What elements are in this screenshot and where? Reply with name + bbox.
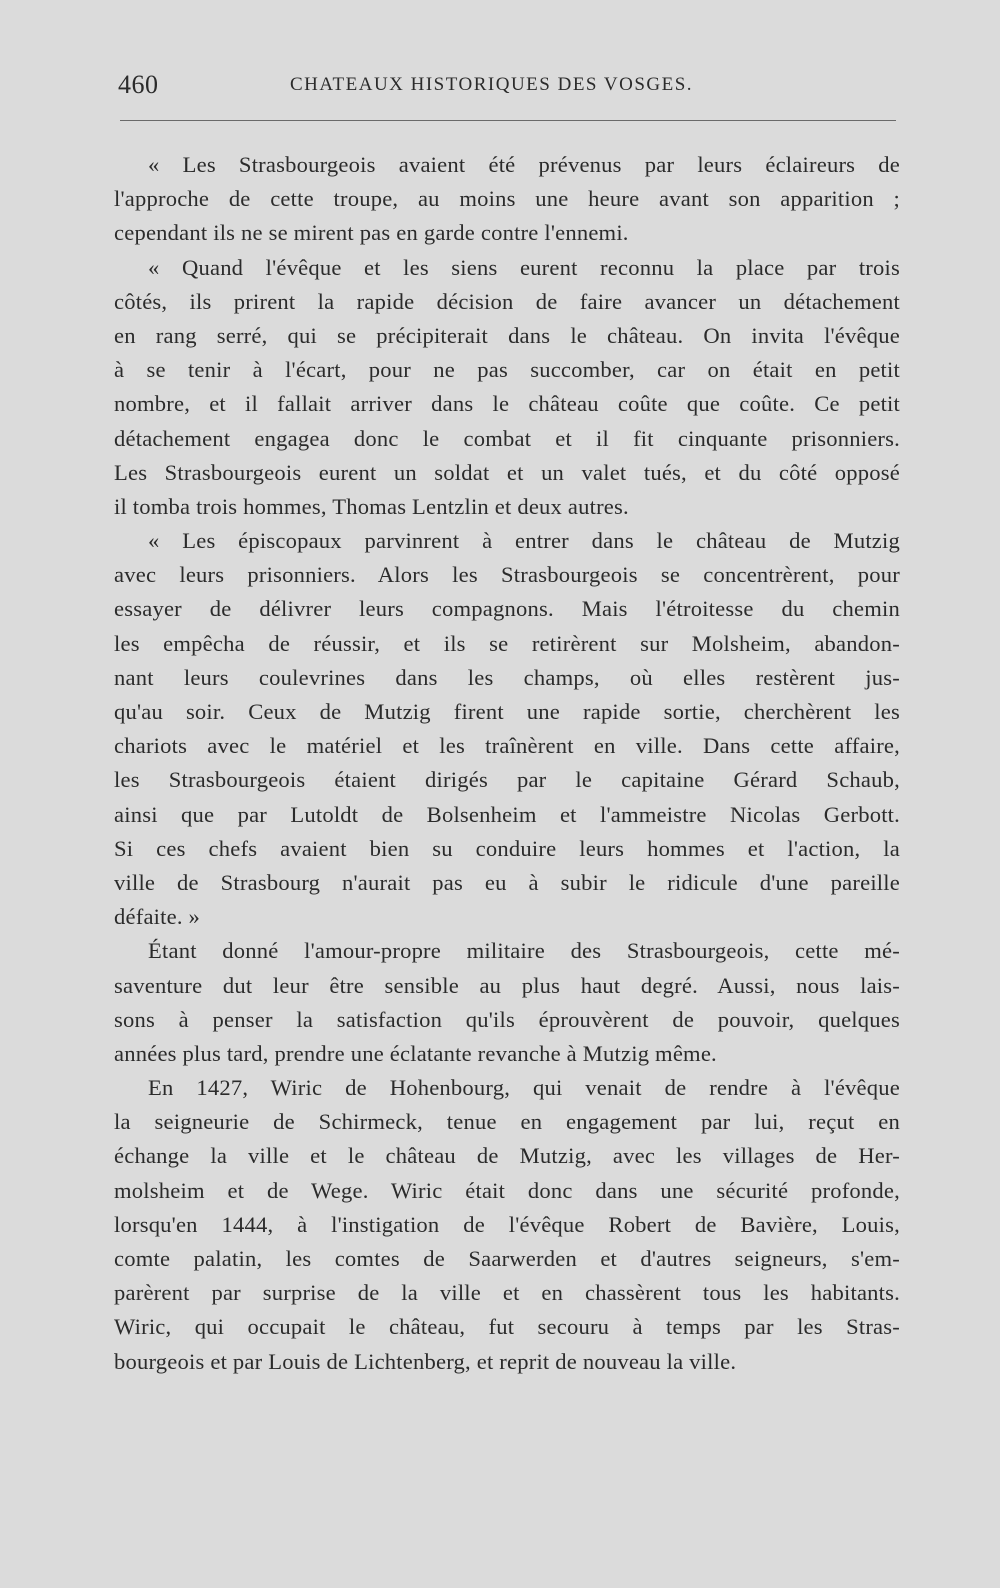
text-line: Les Strasbourgeois eurent un soldat et un valet tués, et du côté opposé bbox=[114, 459, 900, 485]
text-line: bourgeois et par Louis de Lichtenberg, et reprit de nouveau la ville. bbox=[114, 1348, 737, 1374]
text-line: Wiric, qui occupait le château, fut secouru à temps par les Stras- bbox=[114, 1314, 900, 1340]
text-line: les Strasbourgeois étaient dirigés par le capitaine Gérard Schaub, bbox=[114, 767, 900, 793]
running-title: CHATEAUX HISTORIQUES DES VOSGES. bbox=[290, 74, 694, 95]
text-line: avec leurs prisonniers. Alors les Strasbourgeois se concentrèrent, pour bbox=[114, 562, 900, 588]
text-line: qu'au soir. Ceux de Mutzig firent une rapide sortie, cherchèrent les bbox=[114, 699, 900, 724]
page-number: 460 bbox=[118, 70, 159, 99]
text-line: « Quand l'évêque et les siens eurent reconnu la place par trois bbox=[148, 254, 900, 280]
text-line: les empêcha de réussir, et ils se retirèrent sur Molsheim, abandon- bbox=[114, 630, 900, 656]
text-line: ainsi que par Lutoldt de Bolsenheim et l'ammeistre Nicolas Gerbott. bbox=[114, 801, 900, 827]
text-line: nant leurs coulevrines dans les champs, où elles restèrent jus- bbox=[114, 664, 900, 690]
text-line: saventure dut leur être sensible au plus haut degré. Aussi, nous lais- bbox=[114, 972, 900, 998]
body-text bbox=[114, 148, 900, 1379]
text-line: chariots avec le matériel et les traînèrent en ville. Dans cette affaire, bbox=[114, 733, 900, 759]
text-line: comte palatin, les comtes de Saarwerden et d'autres seigneurs, s'em- bbox=[114, 1246, 900, 1271]
text-line: la seigneurie de Schirmeck, tenue en engagement par lui, reçut en bbox=[114, 1109, 900, 1135]
text-line: cependant ils ne se mirent pas en garde contre l'ennemi. bbox=[114, 220, 629, 246]
text-line: il tomba trois hommes, Thomas Lentzlin et deux autres. bbox=[114, 493, 629, 519]
header-rule bbox=[120, 120, 896, 121]
text-line: sons à penser la satisfaction qu'ils éprouvèrent de pouvoir, quelques bbox=[114, 1006, 900, 1032]
text-line: parèrent par surprise de la ville et en chassèrent tous les habitants. bbox=[114, 1280, 900, 1306]
text-line: l'approche de cette troupe, au moins une heure avant son apparition ; bbox=[114, 186, 900, 212]
text-line: côtés, ils prirent la rapide décision de faire avancer un détachement bbox=[114, 288, 900, 314]
text-line: en rang serré, qui se précipiterait dans le château. On invita l'évêque bbox=[114, 322, 900, 348]
text-line: lorsqu'en 1444, à l'instigation de l'évêque Robert de Bavière, Louis, bbox=[114, 1211, 900, 1237]
text-line: « Les Strasbourgeois avaient été prévenus par leurs éclaireurs de bbox=[148, 152, 900, 177]
text-line: ville de Strasbourg n'aurait pas eu à subir le ridicule d'une pareille bbox=[114, 869, 900, 895]
text-line: molsheim et de Wege. Wiric était donc dans une sécurité profonde, bbox=[114, 1177, 900, 1203]
text-line: défaite. » bbox=[114, 904, 201, 930]
text-line: à se tenir à l'écart, pour ne pas succomber, car on était en petit bbox=[114, 357, 900, 383]
text-line: années plus tard, prendre une éclatante revanche à Mutzig même. bbox=[114, 1040, 717, 1066]
text-line: échange la ville et le château de Mutzig, avec les villages de Her- bbox=[114, 1143, 900, 1169]
text-line: Si ces chefs avaient bien su conduire leurs hommes et l'action, la bbox=[114, 835, 900, 861]
text-line: essayer de délivrer leurs compagnons. Mais l'étroitesse du chemin bbox=[114, 596, 900, 622]
text-line: En 1427, Wiric de Hohenbourg, qui venait de rendre à l'évêque bbox=[148, 1075, 900, 1101]
text-line: « Les épiscopaux parvinrent à entrer dans le château de Mutzig bbox=[148, 528, 900, 554]
text-line: Étant donné l'amour-propre militaire des Strasbourgeois, cette mé- bbox=[148, 938, 900, 964]
text-line: détachement engagea donc le combat et il fit cinquante prisonniers. bbox=[114, 425, 900, 451]
text-line: nombre, et il fallait arriver dans le château coûte que coûte. Ce petit bbox=[114, 391, 900, 417]
